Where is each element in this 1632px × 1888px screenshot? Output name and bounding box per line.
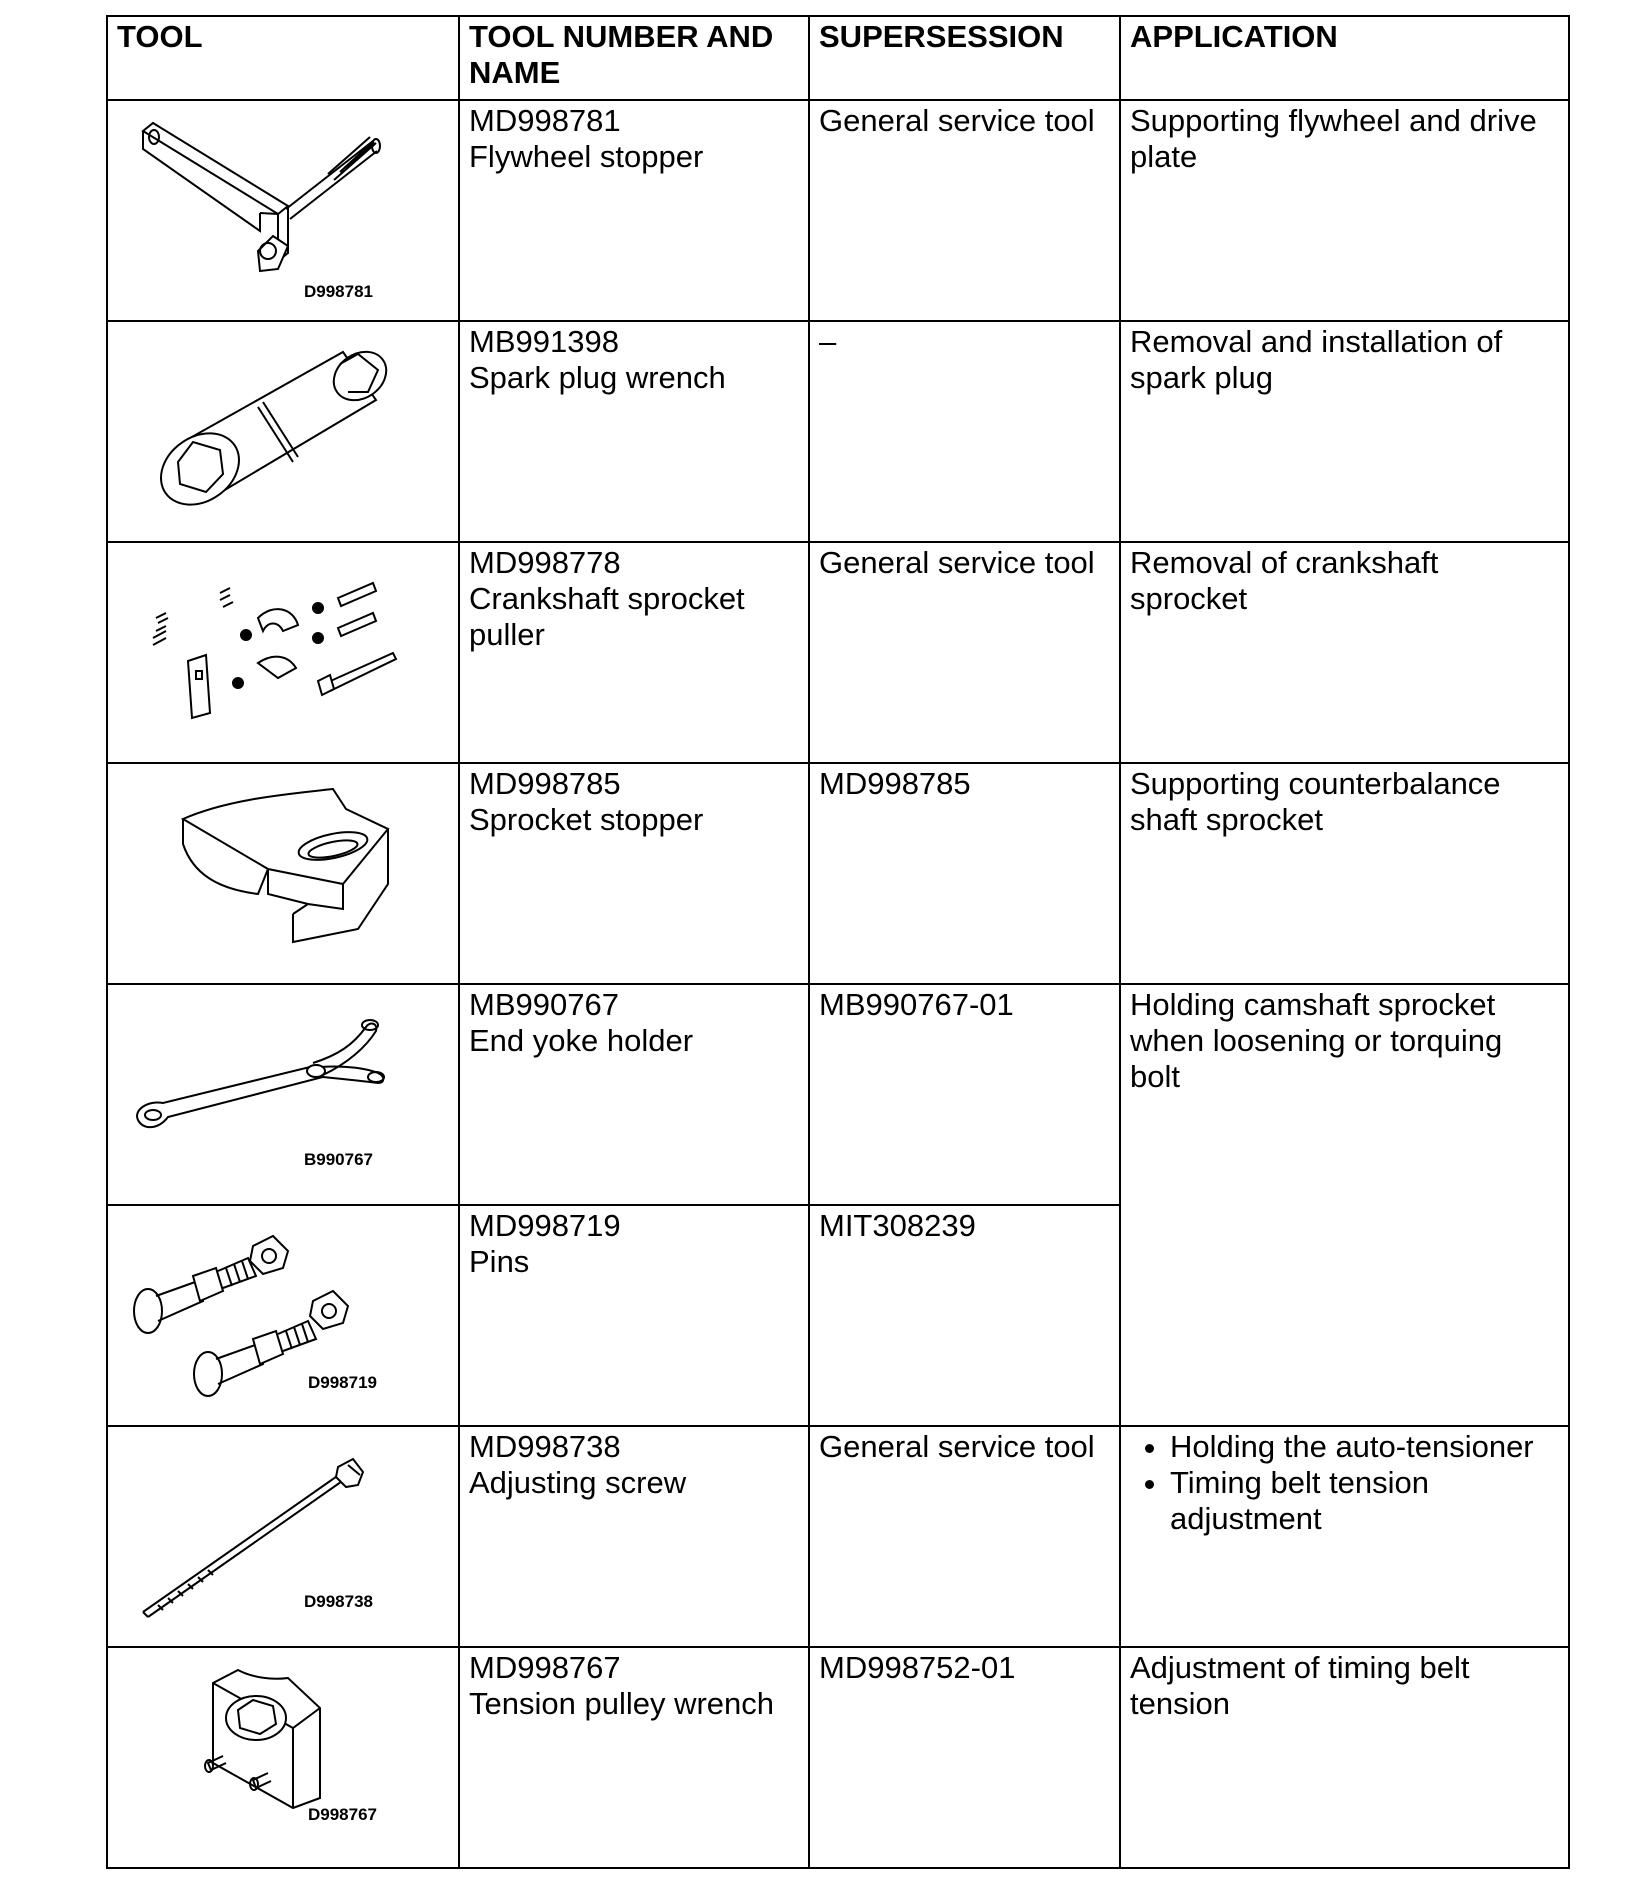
tool-number-cell xyxy=(459,100,809,321)
tool-number: MD998781 xyxy=(469,103,621,138)
supersession-cell: MD998752-01 xyxy=(809,1647,1120,1868)
table-row xyxy=(107,1426,1569,1647)
table-row xyxy=(107,321,1569,542)
tool-illustration-cell xyxy=(107,542,459,763)
tool-number-cell xyxy=(459,1647,809,1868)
tool-number-cell xyxy=(459,321,809,542)
application-cell: Supporting flywheel and drive plate xyxy=(1120,100,1569,321)
list-item: • Holding the auto-tensioner xyxy=(1170,1429,1559,1465)
tool-number: MD998719 xyxy=(469,1208,621,1243)
list-item: • Timing belt tension adjustment xyxy=(1170,1465,1559,1537)
spark-plug-wrench-illustration xyxy=(108,322,458,539)
tool-number: MD998767 xyxy=(469,1650,621,1685)
table-row xyxy=(107,100,1569,321)
application-cell: Removal of crankshaft sprocket xyxy=(1120,542,1569,763)
tool-illustration-cell xyxy=(107,100,459,321)
tool-number-cell xyxy=(459,542,809,763)
crankshaft-sprocket-puller-illustration xyxy=(108,543,458,760)
tool-illustration-cell xyxy=(107,1426,459,1647)
table-row xyxy=(107,542,1569,763)
header-supersession: SUPERSESSION xyxy=(809,16,1120,100)
figure-label: D998767 xyxy=(308,1805,378,1824)
tool-number: MB990767 xyxy=(469,987,619,1022)
supersession-cell: MIT308239 xyxy=(809,1205,1120,1426)
tool-name: End yoke holder xyxy=(469,1023,694,1058)
figure-label: D998781 xyxy=(304,282,374,301)
adjusting-screw-illustration xyxy=(108,1427,458,1644)
figure-label: D998738 xyxy=(304,1592,374,1611)
tool-number: MD998785 xyxy=(469,766,621,801)
tool-number-cell xyxy=(459,1426,809,1647)
special-tools-table xyxy=(106,15,1570,1869)
tool-illustration-cell xyxy=(107,1205,459,1426)
tool-name: Crankshaft sprocket puller xyxy=(469,581,745,652)
table-row xyxy=(107,984,1569,1205)
tool-number: MD998778 xyxy=(469,545,621,580)
tool-number-cell xyxy=(459,1205,809,1426)
tool-number: MB991398 xyxy=(469,324,619,359)
header-row xyxy=(107,16,1569,100)
figure-label: B990767 xyxy=(304,1150,374,1169)
header-tool: TOOL xyxy=(107,16,459,100)
header-application: APPLICATION xyxy=(1120,16,1569,100)
tool-number: MD998738 xyxy=(469,1429,621,1464)
tool-name: Flywheel stopper xyxy=(469,139,704,174)
tool-number-cell xyxy=(459,763,809,984)
end-yoke-holder-illustration xyxy=(108,985,458,1202)
supersession-cell: MB990767-01 xyxy=(809,984,1120,1205)
flywheel-stopper-illustration xyxy=(108,101,458,318)
pins-illustration xyxy=(108,1206,458,1423)
supersession-cell: MD998785 xyxy=(809,763,1120,984)
tool-illustration-cell xyxy=(107,1647,459,1868)
application-cell: Holding camshaft sprocket when loosening or torquing bolt xyxy=(1120,984,1569,1426)
supersession-cell: – xyxy=(809,321,1120,542)
sprocket-stopper-illustration xyxy=(108,764,458,981)
supersession-cell: General service tool xyxy=(809,1426,1120,1647)
tool-name: Adjusting screw xyxy=(469,1465,687,1500)
supersession-cell: General service tool xyxy=(809,542,1120,763)
tension-pulley-wrench-illustration xyxy=(108,1648,458,1865)
tool-illustration-cell xyxy=(107,984,459,1205)
table-row xyxy=(107,1647,1569,1868)
figure-label: D998719 xyxy=(308,1373,378,1392)
tool-name: Spark plug wrench xyxy=(469,360,726,395)
application-cell: Removal and installation of spark plug xyxy=(1120,321,1569,542)
tool-name: Sprocket stopper xyxy=(469,802,704,837)
application-cell xyxy=(1120,1426,1569,1647)
supersession-cell: General service tool xyxy=(809,100,1120,321)
application-cell: Supporting counterbalance shaft sprocket xyxy=(1120,763,1569,984)
table-row xyxy=(107,763,1569,984)
application-cell: Adjustment of timing belt tension xyxy=(1120,1647,1569,1868)
tool-name: Pins xyxy=(469,1244,530,1279)
tool-illustration-cell xyxy=(107,321,459,542)
tool-name: Tension pulley wrench xyxy=(469,1686,775,1721)
application-list xyxy=(1130,1429,1559,1537)
tool-illustration-cell xyxy=(107,763,459,984)
tool-number-cell xyxy=(459,984,809,1205)
header-tool-number-and-name: TOOL NUMBER AND NAME xyxy=(459,16,809,100)
